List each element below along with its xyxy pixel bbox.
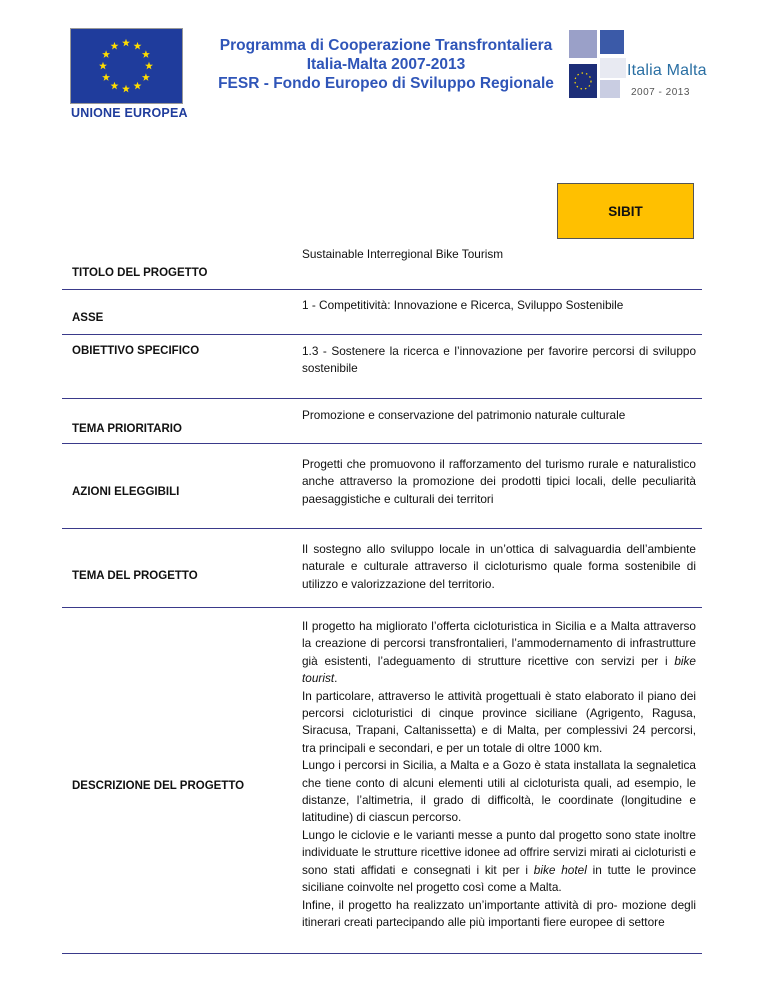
row-value: Il sostegno allo sviluppo locale in un’ottica di salvaguardia dell’ambiente naturale e culturale attraverso il cicloturismo quale forma sostenibile di utilizzo e valorizzazione del territorio. bbox=[302, 542, 696, 591]
description-paragraph: Il progetto ha migliorato l’offerta cicloturistica in Sicilia e a Malta attraverso la creazione di percorsi transfrontalieri, l’ammodernamento di infrastrutture già esistenti, l’adeguamento di strutture ricettive con servizi per i bike tourist. bbox=[302, 619, 696, 686]
table-row bbox=[62, 290, 702, 335]
logo-square-blue bbox=[600, 30, 624, 54]
description-paragraph: Lungo le ciclovie e le varianti messe a punto dal progetto sono state inoltre individuate le strutture ricettive idonee ad offrire servizi mirati ai cicloturisti e sono stati affidati e consegnati i kit per i bike hotel in tutte le province siciliane coinvolte nel progetto così come a Malta. bbox=[302, 827, 697, 895]
eu-star-icon bbox=[134, 42, 142, 50]
logo-square-navy bbox=[569, 64, 597, 98]
eu-label: UNIONE EUROPEA bbox=[71, 106, 188, 120]
logo-square-pale bbox=[600, 80, 620, 98]
row-value: Progetti che promuovono il rafforzamento del turismo rurale e naturalistico anche attraverso la promozione dei prodotti tipici locali, delle peculiarità paesaggistiche e culturali dei territori bbox=[302, 457, 696, 506]
table-row bbox=[62, 608, 702, 954]
row-label: ASSE bbox=[72, 312, 104, 324]
eu-star-icon bbox=[145, 62, 153, 70]
eu-stars-circle bbox=[71, 29, 182, 103]
eu-star-icon bbox=[102, 73, 110, 81]
program-title-line-3: FESR - Fondo Europeo di Sviluppo Regionale bbox=[218, 75, 554, 92]
description-paragraph: Lungo i percorsi in Sicilia, a Malta e a Gozo è stata installata la segnaletica che tiene conto di alcuni elementi utili al cicloturista quali, ad esempio, le distanze, l’altimetria, il grado di difficoltà, le coordinate (longitudine e latitudine) di ciascun percorso. bbox=[302, 758, 696, 825]
project-code: SIBIT bbox=[608, 203, 643, 219]
program-title-line-2: Italia-Malta 2007-2013 bbox=[306, 56, 466, 73]
eu-star-icon bbox=[122, 39, 130, 47]
row-label: OBIETTIVO SPECIFICO bbox=[72, 345, 200, 357]
project-info-table bbox=[62, 239, 702, 954]
row-value: Sustainable Interregional Bike Tourism bbox=[302, 247, 504, 261]
eu-star-icon bbox=[99, 62, 107, 70]
eu-star-icon bbox=[142, 50, 150, 58]
description-paragraph: In particolare, attraverso le attività progettuali è stato elaborato il piano dei percorsi cicloturistici di cinque province siciliane (Agrigento, Ragusa, Siracusa, Trapani, Caltanissetta) e di Malta, per complessivi 24 percorsi, tra principali e secondari, e per un totale di oltre 1000 km. bbox=[302, 688, 696, 755]
eu-star-icon bbox=[142, 73, 150, 81]
program-title-line-1: Programma di Cooperazione Transfrontaliera bbox=[219, 37, 553, 54]
eu-star-icon bbox=[111, 42, 119, 50]
table-row bbox=[62, 239, 702, 290]
italia-malta-logo-text: Italia Malta bbox=[627, 62, 707, 79]
eu-star-icon bbox=[111, 82, 119, 90]
project-code-box bbox=[557, 183, 694, 239]
description-paragraph: Infine, il progetto ha realizzato un’importante attività di pro- mozione degli itinerari creati partecipando alle più importanti fiere europee di settore bbox=[302, 897, 696, 929]
eu-flag-logo bbox=[70, 28, 183, 104]
row-label: TEMA DEL PROGETTO bbox=[72, 570, 198, 582]
logo-square-lavender bbox=[569, 30, 597, 58]
row-label: TITOLO DEL PROGETTO bbox=[72, 267, 208, 279]
table-row bbox=[62, 399, 702, 444]
table-row bbox=[62, 529, 702, 608]
logo-square-light bbox=[600, 58, 626, 78]
eu-star-icon bbox=[134, 82, 142, 90]
row-label: TEMA PRIORITARIO bbox=[72, 423, 182, 435]
table-row bbox=[62, 444, 702, 529]
row-label: AZIONI ELEGGIBILI bbox=[72, 486, 180, 498]
row-value bbox=[294, 608, 702, 953]
eu-star-icon bbox=[122, 85, 130, 93]
row-value: 1 - Competitività: Innovazione e Ricerca, Sviluppo Sostenibile bbox=[302, 298, 624, 312]
row-label: DESCRIZIONE DEL PROGETTO bbox=[72, 779, 245, 792]
table-row bbox=[62, 335, 702, 399]
italia-malta-logo-years: 2007 - 2013 bbox=[631, 87, 690, 98]
row-value: Promozione e conservazione del patrimonio naturale culturale bbox=[302, 408, 626, 422]
program-title bbox=[196, 36, 576, 93]
row-value: 1.3 - Sostenere la ricerca e l’innovazione per favorire percorsi di sviluppo sostenibile bbox=[302, 344, 696, 376]
eu-star-icon bbox=[102, 50, 110, 58]
